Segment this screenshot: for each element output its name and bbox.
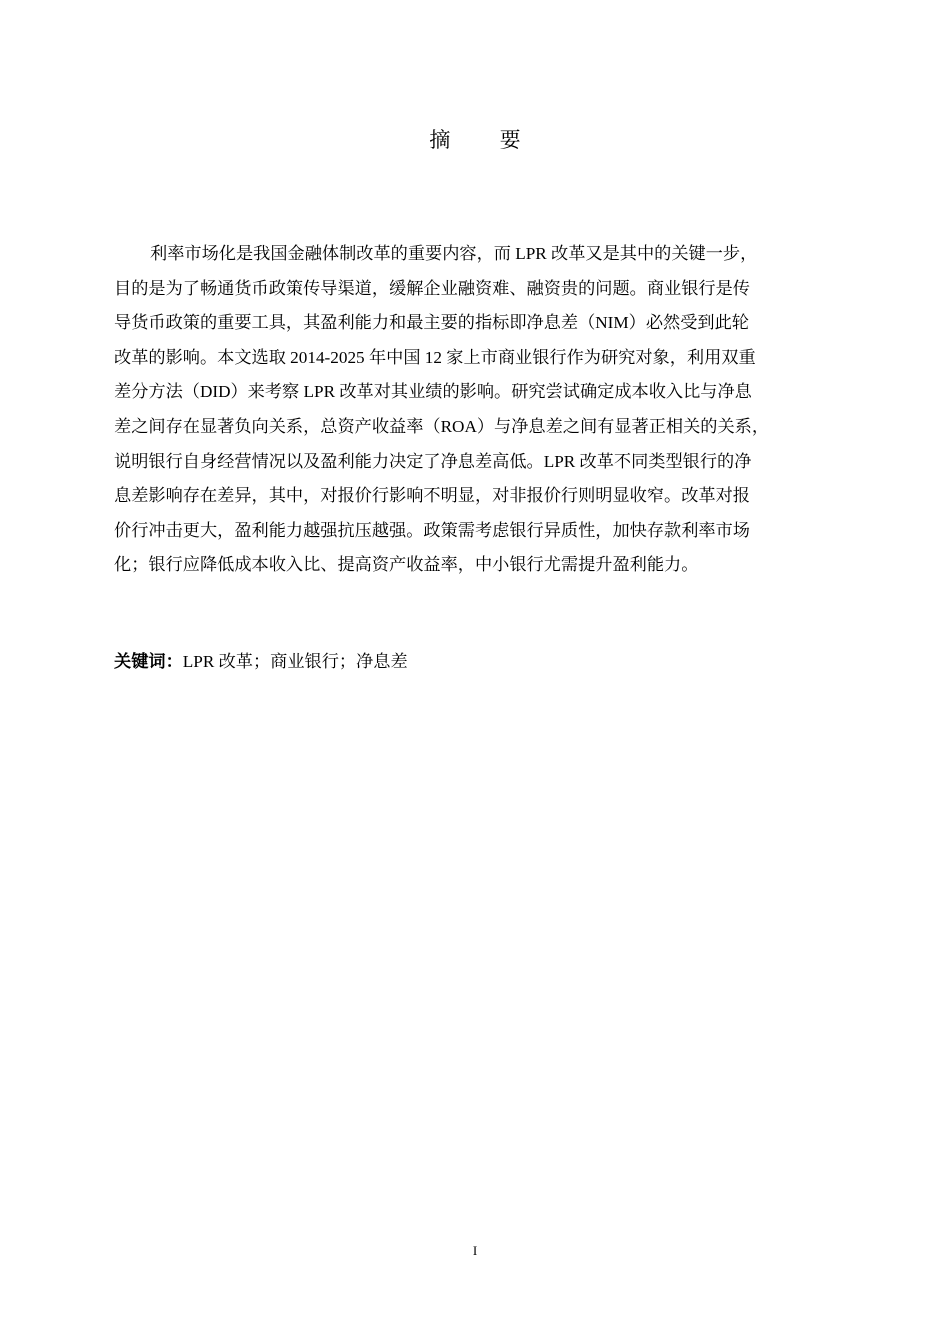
abstract-line: 说明银行自身经营情况以及盈利能力决定了净息差高低。LPR 改革不同类型银行的净	[114, 451, 752, 471]
abstract-line: 化；银行应降低成本收入比、提高资产收益率，中小银行尤需提升盈利能力。	[114, 555, 699, 575]
abstract-line: 导货币政策的重要工具，其盈利能力和最主要的指标即净息差（NIM）必然受到此轮	[114, 313, 749, 333]
keywords-row	[114, 645, 846, 679]
abstract-line: 息差影响存在差异，其中，对报价行影响不明显，对非报价行则明显收窄。改革对报	[114, 486, 750, 506]
keywords-value: LPR 改革；商业银行；净息差	[182, 652, 408, 671]
abstract-line: 目的是为了畅通货币政策传导渠道，缓解企业融资难、融资贵的问题。商业银行是传	[114, 278, 750, 298]
abstract-line: 差分方法（DID）来考察 LPR 改革对其业绩的影响。研究尝试确定成本收入比与净息	[114, 382, 752, 402]
keywords-label: 关键词：	[114, 652, 183, 671]
abstract-line: 差之间存在显著负向关系，总资产收益率（ROA）与净息差之间有显著正相关的关系，	[114, 416, 770, 436]
abstract-body	[114, 237, 846, 583]
abstract-line: 改革的影响。本文选取 2014-2025 年中国 12 家上市商业银行作为研究对象，利用双重	[114, 347, 756, 367]
abstract-line: 利率市场化是我国金融体制改革的重要内容，而 LPR 改革又是其中的关键一步，	[150, 244, 758, 263]
page-number: I	[472, 1243, 478, 1258]
abstract-line: 价行冲击更大，盈利能力越强抗压越强。政策需考虑银行异质性，加快存款利率市场	[114, 520, 750, 540]
abstract-title: 摘 要	[429, 128, 543, 152]
